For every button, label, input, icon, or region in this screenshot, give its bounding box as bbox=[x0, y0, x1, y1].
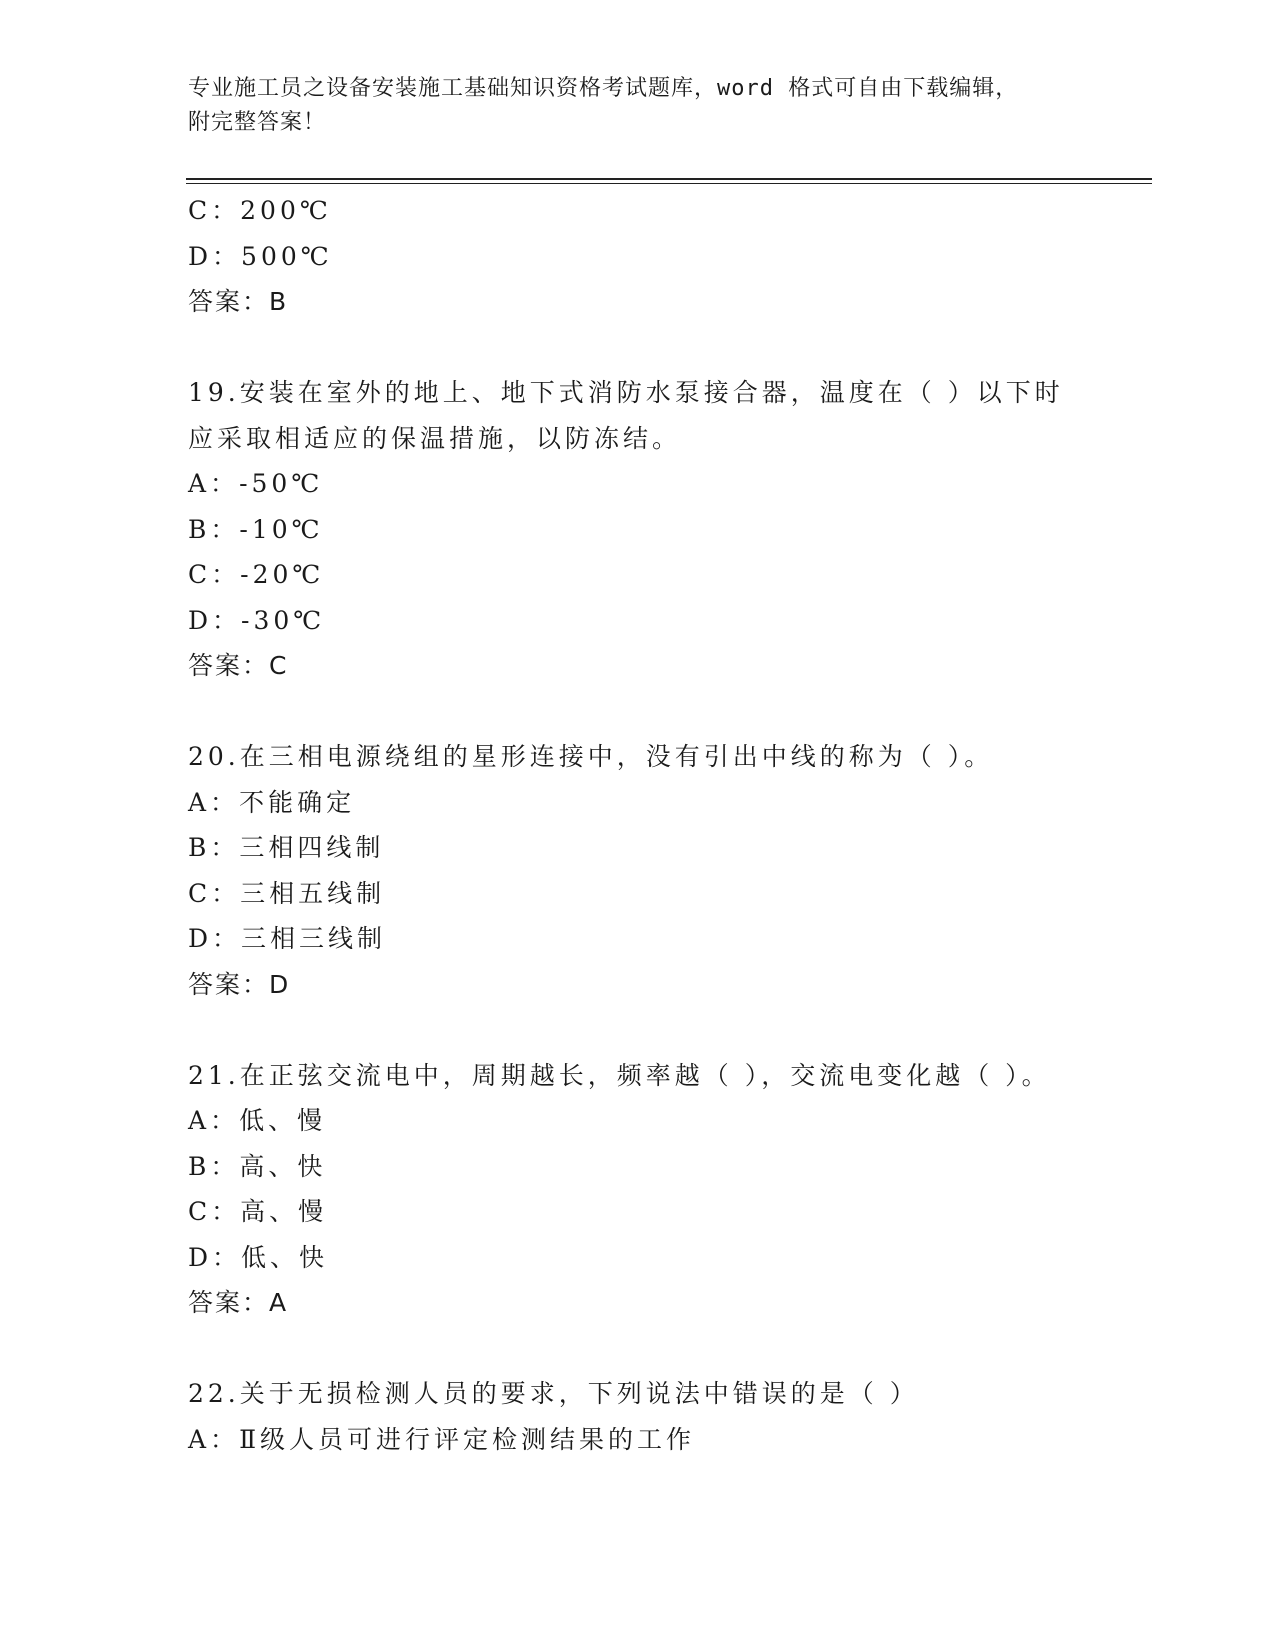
answer-line: 答案：A bbox=[188, 1288, 288, 1317]
option-b: B：三相四线制 bbox=[188, 833, 385, 862]
question-number: 19. bbox=[188, 378, 240, 407]
option-a: A：不能确定 bbox=[188, 787, 356, 817]
question-number: 22. bbox=[188, 1379, 240, 1408]
question-19 bbox=[188, 370, 1108, 689]
header-line-2: 附完整答案！ bbox=[188, 110, 327, 135]
option-d: D：500℃ bbox=[188, 241, 333, 271]
partial-question bbox=[188, 188, 1108, 325]
answer-line: 答案：B bbox=[188, 287, 288, 316]
question-text-cont: 应采取相适应的保温措施，以防冻结。 bbox=[188, 423, 682, 453]
option-b: B：-10℃ bbox=[188, 514, 324, 544]
option-b: B：高、快 bbox=[188, 1151, 327, 1181]
answer-line: 答案：C bbox=[188, 651, 288, 680]
page-header bbox=[188, 72, 1068, 140]
header-divider bbox=[186, 178, 1152, 184]
option-d: D：三相三线制 bbox=[188, 924, 387, 953]
question-text: 22.关于无损检测人员的要求，下列说法中错误的是（ ） bbox=[188, 1379, 919, 1408]
option-a: A：低、慢 bbox=[188, 1106, 327, 1135]
question-number: 20. bbox=[188, 742, 240, 771]
answer-line: 答案：D bbox=[188, 969, 290, 999]
header-line-1: 专业施工员之设备安装施工基础知识资格考试题库，word 格式可自由下载编辑， bbox=[188, 76, 1019, 101]
option-d: D：-30℃ bbox=[188, 605, 326, 635]
question-22 bbox=[188, 1371, 1108, 1462]
option-d: D：低、快 bbox=[188, 1242, 329, 1272]
option-a: A：-50℃ bbox=[188, 469, 324, 498]
option-c: C：200℃ bbox=[188, 196, 332, 225]
question-text: 21.在正弦交流电中，周期越长，频率越（ ），交流电变化越（ ）。 bbox=[188, 1060, 1051, 1090]
option-c: C：三相五线制 bbox=[188, 878, 386, 908]
question-text: 20.在三相电源绕组的星形连接中，没有引出中线的称为（ ）。 bbox=[188, 742, 994, 771]
question-20 bbox=[188, 734, 1108, 1007]
question-text: 19.安装在室外的地上、地下式消防水泵接合器，温度在（ ）以下时 bbox=[188, 378, 1064, 407]
question-number: 21. bbox=[188, 1060, 240, 1090]
option-a: A：Ⅱ级人员可进行评定检测结果的工作 bbox=[188, 1424, 696, 1454]
question-list bbox=[188, 188, 1108, 1462]
option-c: C：高、慢 bbox=[188, 1197, 328, 1226]
question-21 bbox=[188, 1053, 1108, 1326]
option-c: C：-20℃ bbox=[188, 560, 325, 589]
